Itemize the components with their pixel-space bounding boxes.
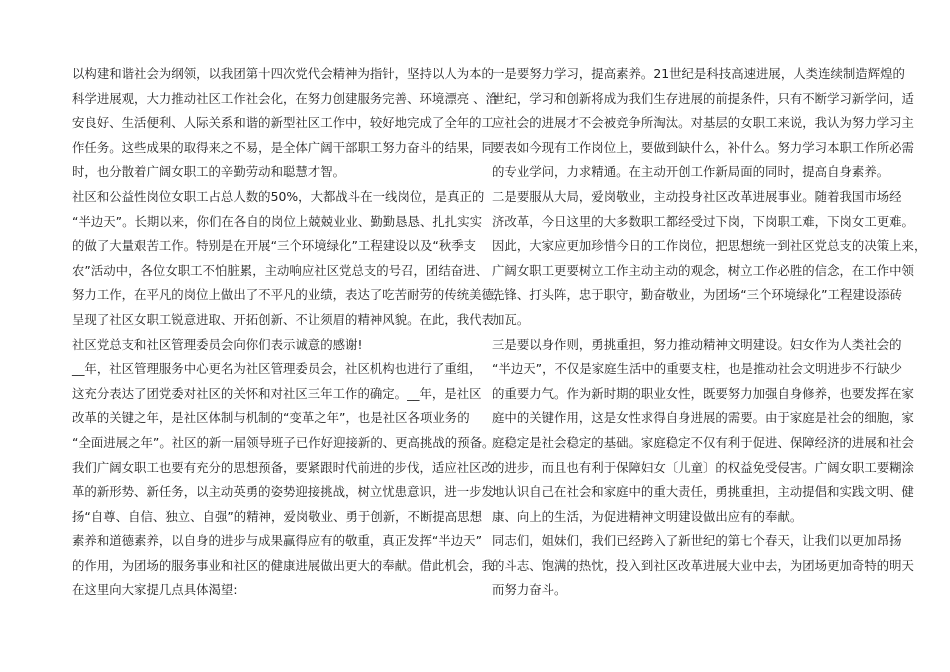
text-line: 一是要努力学习，提高素养。21世纪是科技高速进展，人类连续制造辉煌的 (492, 66, 905, 81)
text-line: 地认识自己在社会和家庭中的重大责任，勇挑重担，主动提倡和实践文明、健 (492, 484, 914, 500)
text-line: 农”活动中，各位女职工不怕脏累，主动响应社区党总支的号召，团结奋进、 (72, 262, 488, 278)
text-line: 作任务。这些成果的取得来之不易，是全体广阔干部职工努力奋斗的结果，同 (72, 139, 494, 155)
text-line: 以构建和谐社会为纲领，以我团第十四次党代会精神为指针，坚持以人为本的 (72, 66, 494, 81)
text-line: 而努力奋斗。 (492, 582, 567, 598)
text-line: “半边天”，不仅是家庭生活中的重要支柱，也是推动社会文明进步不行缺少 (492, 361, 903, 377)
text-line: 呈现了社区女职工锐意进取、开拓创新、不让须眉的精神风貌。在此，我代表 (72, 311, 494, 327)
text-line: “全面进展之年”。社区的新一届领导班子已作好迎接新的、更高挑战的预备。 (72, 434, 495, 450)
text-line: 康、向上的生活，为促进精神文明建设做出应有的奉献。 (492, 508, 803, 524)
text-line: 因此，大家应更加珍惜今日的工作岗位，把思想统一到社区党总支的决策上来， (492, 238, 927, 254)
text-line: 三是要以身作则，勇挑重担，努力推动精神文明建设。妇女作为人类社会的 (492, 336, 902, 352)
right-column (492, 62, 927, 603)
text-line: 安良好、生活便利、人际关系和谐的新型社区工作中，较好地完成了全年的工 (72, 115, 494, 131)
text-line: 扬“自尊、自信、独立、自强”的精神，爱岗敬业、勇于创新，不断提高思想 (72, 508, 483, 524)
text-line: 的斗志、饱满的热忱，投入到社区改革进展大业中去，为团场更加奇特的明天 (492, 557, 914, 573)
text-line: 努力工作，在平凡的岗位上做出了不平凡的业绩，表达了吃苦耐劳的传统美德， (72, 287, 507, 303)
text-line: 素养和道德素养，以自身的进步与成果赢得应有的敬重，真正发挥“半边天” (72, 533, 483, 549)
text-line: 广阔女职工更要树立工作主动主动的观念，树立工作必胜的信念，在工作中领 (492, 262, 914, 278)
text-line: 的做了大量艰苦工作。特别是在开展“三个环境绿化”工程建设以及“秋季支 (72, 238, 477, 254)
text-line: 应社会的进展才不会被竞争所淘汰。对基层的女职工来说，我认为努力学习主 (492, 115, 914, 131)
text-line: 要表如今现有工作岗位上，要做到缺什么，补什么。努力学习本职工作所必需 (492, 139, 914, 155)
text-line: 的重要力气。作为新时期的职业女性，既要努力加强自身修养，也要发挥在家 (492, 385, 914, 401)
text-line: 庭中的关键作用，这是女性求得自身进展的需要。由于家庭是社会的细胞，家 (492, 410, 914, 426)
text-line: 社区和公益性岗位女职工占总人数的50%，大都战斗在一线岗位，是真正的 (72, 188, 485, 204)
text-line: “半边天”。长期以来，你们在各自的岗位上兢兢业业、勤勤恳恳、扎扎实实 (72, 213, 483, 229)
text-line: 先锋、打头阵，忠于职守，勤奋敬业，为团场“三个环境绿化”工程建设添砖 (492, 287, 903, 303)
text-line: 世纪，学习和创新将成为我们生存进展的前提条件，只有不断学习新学问，适 (492, 90, 914, 106)
text-line: __年，社区管理服务中心更名为社区管理委员会，社区机构也进行了重组， (72, 361, 482, 377)
text-line: 的进步，而且也有利于保障妇女〔儿童〕的权益免受侵害。广阔女职工要糊涂 (492, 459, 914, 475)
text-line: 社区党总支和社区管理委员会向你们表示诚意的感谢! (72, 336, 363, 352)
text-line: 庭稳定是社会稳定的基础。家庭稳定不仅有利于促进、保障经济的进展和社会 (492, 434, 914, 450)
text-line: 革的新形势、新任务，以主动英勇的姿势迎接挑战，树立忧患意识，进一步发 (72, 484, 494, 500)
text-line: 加瓦。 (492, 311, 530, 327)
text-line: 的作用，为团场的服务事业和社区的健康进展做出更大的奉献。借此机会，我 (72, 557, 494, 573)
text-line: 改革的关键之年，是社区体制与机制的“变革之年”，也是社区各项业务的 (72, 410, 470, 426)
text-line: 这充分表达了团党委对社区的关怀和对社区三年工作的确定。__年，是社区 (72, 385, 482, 401)
text-line: 二是要服从大局，爱岗敬业，主动投身社区改革进展事业。随着我国市场经 (492, 188, 902, 204)
text-line: 科学进展观，大力推动社区工作社会化，在努力创建服务完善、环境漂亮 、治 (72, 90, 498, 106)
text-line: 同志们，姐妹们，我们已经跨入了新世纪的第七个春天，让我们以更加昂扬 (492, 533, 902, 549)
left-column (72, 62, 507, 603)
text-line: 我们广阔女职工也要有充分的思想预备，要紧跟时代前进的步伐，适应社区改 (72, 459, 494, 475)
text-line: 济改革，今日这里的大多数职工都经受过下岗，下岗职工难，下岗女工更难。 (492, 213, 914, 229)
text-line: 的专业学问，力求精通。在主动开创工作新局面的同时，提高自身素养。 (492, 164, 890, 180)
text-line: 在这里向大家提几点具体渴望: (72, 582, 238, 598)
text-line: 时，也分散着广阔女职工的辛勤劳动和聪慧才智。 (72, 164, 346, 180)
